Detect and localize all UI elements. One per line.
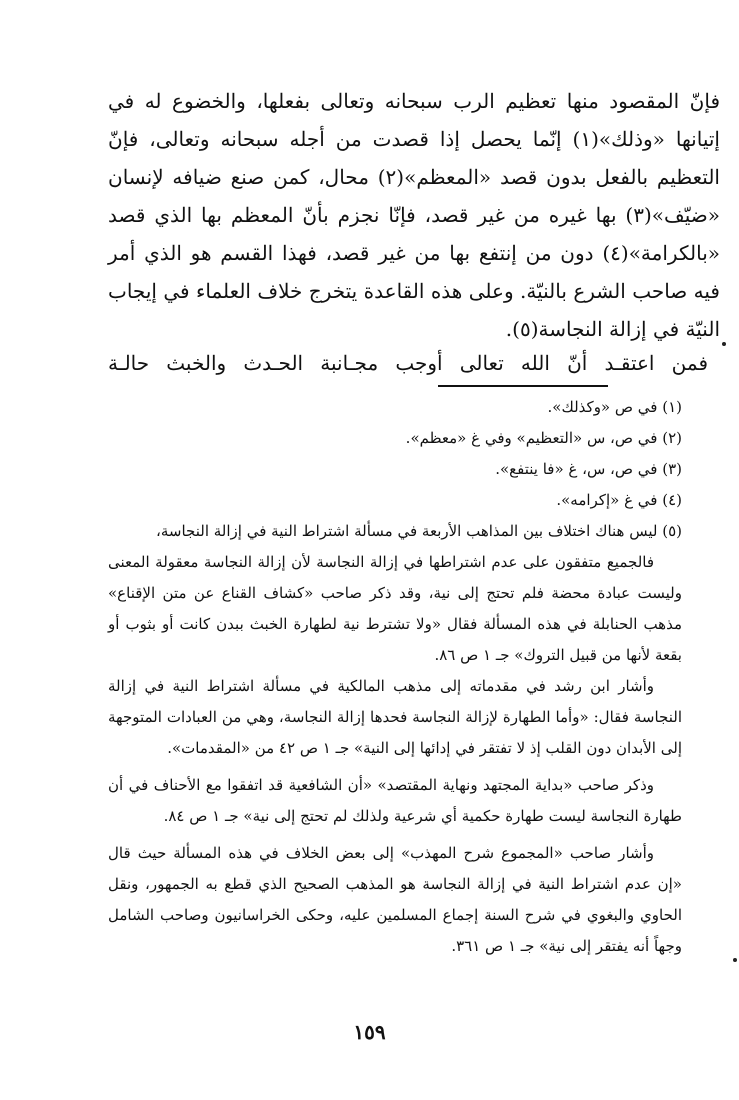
footnote-5-paragraph-3: وذكر صاحب «بداية المجتهد ونهاية المقتصد» «أن الشافعية قد اتفقوا مع الأحناف في أن طهارة النجاسة ليست طهارة حكمية أي شرعية ولذلك لم تحتج إلى نية» جـ ١ ص ٨٤.	[108, 776, 682, 825]
main-paragraph: فإنّ المقصود منها تعظيم الرب سبحانه وتعالى بفعلها، والخضوع له في إتيانها «وذلك»(١) إنّما يحصل إذا قصدت من أجله سبحانه وتعالى، فإنّ التعظيم بالفعل بدون قصد «المعظم»(٢) محال، كمن صنع ضيافه لإنسان «ضيّف»(٣) بها غيره من غير قصد، فإنّا نجزم بأنّ المعظم بها الذي قصد «بالكرامة»(٤) دون من إنتفع بها من غير قصد، فهذا القسم هو الذي أمر فيه صاحب الشرع بالنيّة. وعلى هذه القاعدة يتخرج خلاف العلماء في إيجاب النيّة في إزالة النجاسة(٥).	[108, 89, 721, 341]
footnotes-block	[108, 392, 682, 962]
continuation-line: فمن اعتقـد أنّ الله تعالى أوجب مجـانبة الحـدث والخبث حالـة	[108, 351, 708, 375]
footnote-separator	[438, 385, 608, 387]
main-text-block	[108, 82, 720, 348]
footnote-5-paragraph-4: وأشار صاحب «المجموع شرح المهذب» إلى بعض الخلاف في هذه المسألة حيث قال «إن عدم اشتراط النية في إزالة النجاسة هو المذهب الصحيح الذي قطع به الجمهور، ونقل الحاوي والبغوي في شرح السنة إجماع المسلمين عليه، وحكى الخراسانيون وصاحب الشامل وجهاً أنه يفتقر إلى نية» جـ ١ ص ٣٦١.	[108, 844, 682, 955]
margin-dot-lower	[733, 958, 737, 962]
footnote-5-paragraph-1: فالجميع متفقون على عدم اشتراطها في إزالة النجاسة لأن إزالة النجاسة معقولة المعنى وليست عبادة محضة فلم تحتج إلى نية، وقد ذكر صاحب «كشاف القناع عن متن الإقناع» مذهب الحنابلة في هذه المسألة فقال «ولا تشترط نية لطهارة الخبث ببدن كانت أو بثوب أو بقعة لأنها من قبيل التروك» جـ ١ ص ٨٦.	[108, 553, 682, 664]
footnote-1: (١) في ص «وكذلك».	[547, 398, 682, 416]
footnote-3: (٣) في ص، س، غ «فا ينتفع».	[495, 460, 682, 478]
margin-dot-upper	[722, 342, 726, 346]
footnote-5-intro: (٥) ليس هناك اختلاف بين المذاهب الأربعة في مسألة اشتراط النية في إزالة النجاسة،	[156, 522, 682, 540]
footnote-5-paragraph-2: وأشار ابن رشد في مقدماته إلى مذهب المالكية في مسألة اشتراط النية في إزالة النجاسة فقال: «وأما الطهارة لإزالة النجاسة فحدها إزالة النجاسة، وهي من العبادات المتوجهة إلى الأبدان دون القلب إذ لا تفتقر في إدائها إلى النية» جـ ١ ص ٤٢ من «المقدمات».	[108, 677, 682, 757]
footnote-2: (٢) في ص، س «التعظيم» وفي غ «معظم».	[405, 429, 682, 447]
page-number: ١٥٩	[353, 1020, 386, 1044]
footnote-4: (٤) في غ «إكرامه».	[556, 491, 682, 509]
